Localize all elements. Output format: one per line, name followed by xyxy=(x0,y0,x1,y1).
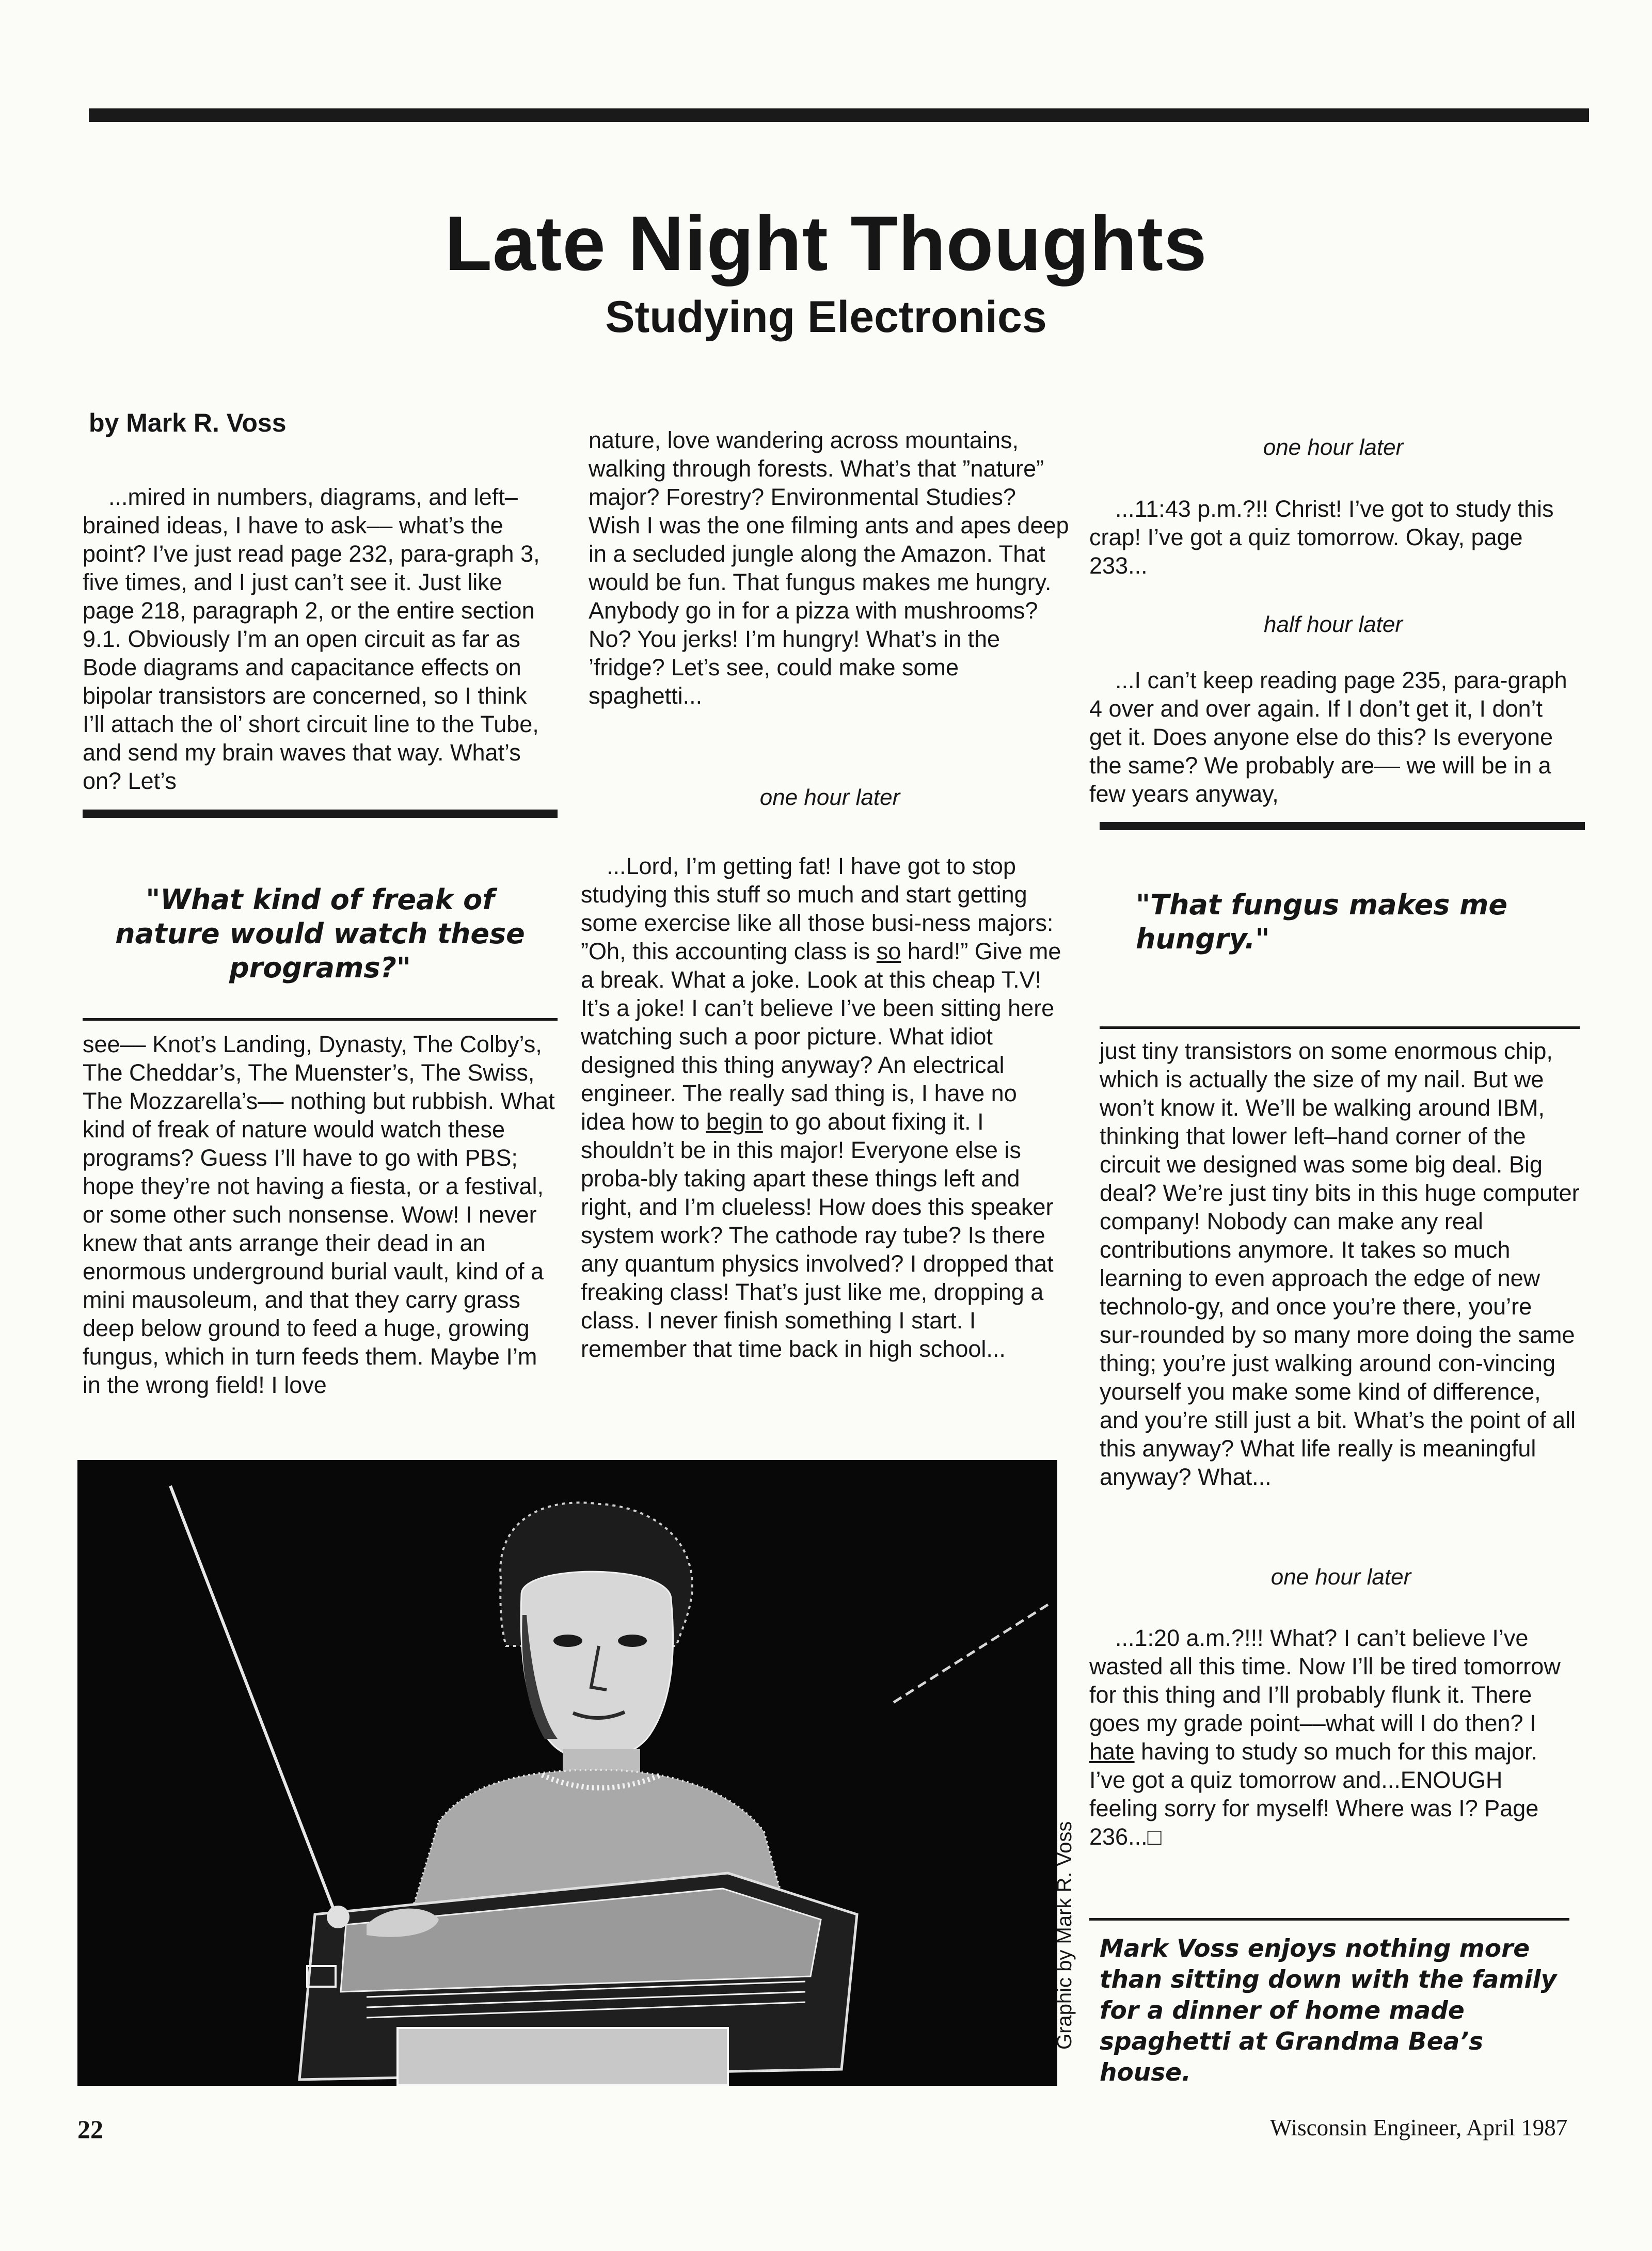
col2-p2-part-b: hard!” Give me a break. What a joke. Look at this cheap T.V! It’s a joke! I can’t believe I’ve been sitting here watching such a poor picture. What idiot designed this thing anyway? An electrical engineer. The really sad thing is, I have no idea how to xyxy=(581,938,1061,1135)
publication-line: Wisconsin Engineer, April 1987 xyxy=(1270,2115,1568,2141)
col3-pull-quote: "That fungus makes me hungry." xyxy=(1136,889,1508,955)
col3-time-marker-2: half hour later xyxy=(1263,612,1403,637)
col3-paragraph-4 xyxy=(1089,1624,1577,1851)
col3-paragraph-1: ...11:43 p.m.?!! Christ! I’ve got to study this crap! I’ve got a quiz tomorrow. Okay, page 233... xyxy=(1089,496,1554,579)
page-number: 22 xyxy=(77,2115,103,2144)
col2-time-marker: one hour later xyxy=(759,785,900,810)
column-1-top xyxy=(83,483,555,795)
col2-p2-part-c: to go about fixing it. I shouldn’t be in this major! Everyone else is proba‑bly taking apart these things left and right, and I’m clueless! How does this speaker system work? The cathode ray tube? Is there any quantum physics involved? I dropped that freaking class! That’s just like me, dropping a class. I never finish something I start. I remember that time back in high school... xyxy=(581,1108,1054,1362)
col1-paragraph-2: see–– Knot’s Landing, Dynasty, The Colby’s, The Cheddar’s, The Muenster’s, The Swiss, The Mozzarella’s–– nothing but rubbish. What kind of freak of nature would watch these programs? Guess I’ll have to go with PBS; hope they’re not having a fiesta, or a festival, or some other such nonsense. Wow! I never knew that ants arrange their dead in an enormous underground burial vault, kind of a mini mausoleum, and that they carry grass deep below ground to feed a huge, growing fungus, which in turn feeds them. Maybe I’m in the wrong field! I love xyxy=(83,1031,555,1398)
byline: by Mark R. Voss xyxy=(89,408,287,437)
article-title: Late Night Thoughts xyxy=(444,200,1208,287)
col2-paragraph-2 xyxy=(581,852,1066,1363)
col3-p4-part-a: ...1:20 a.m.?!!! What? I can’t believe I’ve wasted all this time. Now I’ll be tired tomorrow for this thing and I’ll probably flunk it. There goes my grade point––what will I do then? I xyxy=(1089,1625,1561,1736)
col2-paragraph-1: nature, love wandering across mountains, walking through forests. What’s that ”nature” major? Forestry? Environmental Studies? Wish I was the one filming ants and apes deep in a secluded jungle along the Amazon. That would be fun. That fungus makes me hungry. Anybody go in for a pizza with mushrooms? No? You jerks! I’m hungry! What’s in the ’fridge? Let’s see, could make some spaghetti... xyxy=(589,427,1069,709)
col3-p4-part-b: having to study so much for this major. I’ve got a quiz tomorrow and...ENOUGH feeling sorry for myself! Where was I? Page 236...□ xyxy=(1089,1738,1539,1850)
col2-p2-emphasis-so: so xyxy=(876,938,901,964)
col3-bio-rule xyxy=(1089,1918,1569,1921)
top-rule xyxy=(89,108,1589,122)
antenna-base xyxy=(327,1906,350,1928)
illustration-student-tv xyxy=(77,1460,1057,2086)
col3-time-marker-3: one hour later xyxy=(1270,1564,1411,1590)
antenna-left xyxy=(170,1486,336,1914)
col3-block-1 xyxy=(1089,495,1577,580)
col3-paragraph-2: ...I can’t keep reading page 235, para‑graph 4 over and over again. If I don’t get it, I don’t get it. Does anyone else do this? Is everyone the same? We probably are–– we will be in a few years anyway, xyxy=(1089,667,1567,807)
antenna-right xyxy=(893,1605,1048,1703)
column-1-bottom xyxy=(83,1030,555,1399)
eye-left xyxy=(553,1635,582,1647)
column-2-bottom xyxy=(581,852,1066,1363)
eye-right xyxy=(618,1635,647,1647)
article-subtitle: Studying Electronics xyxy=(605,292,1047,342)
graphic-credit: Graphic by Mark R. Voss xyxy=(1053,1821,1076,2050)
col3-rule-thin xyxy=(1100,1026,1580,1029)
column-2-top xyxy=(589,426,1071,710)
col3-block-3 xyxy=(1100,1037,1582,1491)
col3-block-2 xyxy=(1089,666,1577,808)
col2-p2-emphasis-begin: begin xyxy=(706,1108,763,1135)
author-bio: Mark Voss enjoys nothing more than sitting down with the family for a dinner of home made spaghetti at Grandma Bea’s house. xyxy=(1100,1935,1557,2087)
col3-paragraph-3: just tiny transistors on some enormous chip, which is actually the size of my nail. But we won’t know it. We’ll be walking around IBM, thinking that lower left–hand corner of the circuit we designed was some big deal. Big deal? We’re just tiny bits in this huge computer company! Nobody can make any real contributions anymore. It takes so much learning to even approach the edge of new technolo‑gy, and once you’re there, you’re sur‑rounded by so many more doing the same thing; you’re just walking around con‑vincing yourself you make some kind of difference, and you’re still just a bit. What’s the point of all this anyway? What life really is meaningful anyway? What... xyxy=(1100,1038,1580,1490)
col1-rule-thin xyxy=(83,1018,558,1021)
col3-rule-thick xyxy=(1100,822,1585,830)
col1-pull-quote: "What kind of freak of nature would watch these programs?" xyxy=(115,883,525,984)
illustration-drawing xyxy=(77,1460,1057,2086)
col3-time-marker-1: one hour later xyxy=(1263,435,1404,460)
col3-block-4 xyxy=(1089,1624,1577,1851)
col1-paragraph-1: ...mired in numbers, diagrams, and left–brained ideas, I have to ask–– what’s the point? I’ve just read page 232, para‑graph 3, five times, and I just can’t see it. Just like page 218, paragraph 2, or the entire section 9.1. Obviously I’m an open circuit as far as Bode diagrams and capacitance effects on bipolar transistors are concerned, so I think I’ll attach the ol’ short circuit line to the Tube, and send my brain waves that way. What’s on? Let’s xyxy=(83,484,540,794)
col3-p4-emphasis-hate: hate xyxy=(1089,1738,1135,1765)
tv-screen xyxy=(398,2028,728,2085)
col1-rule-thick xyxy=(83,810,558,818)
col2-p2-part-a: ...Lord, I’m getting fat! I have got to stop studying this stuff so much and start getting some exercise like all those busi‑ness majors: ”Oh, this accounting class is xyxy=(581,853,1054,964)
